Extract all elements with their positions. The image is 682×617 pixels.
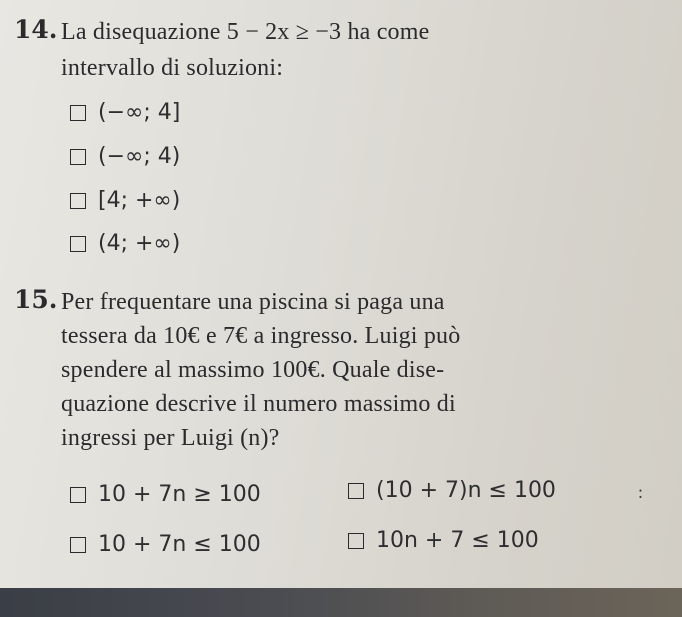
checkbox[interactable] bbox=[70, 105, 86, 121]
question-number: 14. bbox=[14, 15, 58, 44]
question-text-line: Per frequentare una piscina si paga una bbox=[61, 289, 445, 315]
answer-option[interactable] bbox=[70, 100, 180, 125]
option-label: 10n + 7 ≤ 100 bbox=[376, 528, 539, 553]
question-number: 15. bbox=[14, 285, 58, 314]
checkbox[interactable] bbox=[70, 236, 86, 252]
option-label: (−∞; 4] bbox=[98, 100, 181, 125]
answer-option[interactable] bbox=[348, 528, 539, 553]
checkbox[interactable] bbox=[348, 533, 364, 549]
option-label: 10 + 7n ≤ 100 bbox=[98, 532, 261, 557]
stray-mark: : bbox=[638, 482, 644, 502]
checkbox[interactable] bbox=[348, 483, 364, 499]
option-label: (4; +∞) bbox=[98, 231, 181, 256]
option-label: (10 + 7)n ≤ 100 bbox=[376, 478, 556, 503]
checkbox[interactable] bbox=[70, 537, 86, 553]
checkbox[interactable] bbox=[70, 149, 86, 165]
answer-option[interactable] bbox=[70, 231, 180, 256]
question-15 bbox=[14, 284, 594, 574]
answer-option[interactable] bbox=[348, 478, 556, 503]
answer-option[interactable] bbox=[70, 482, 261, 507]
question-text-line: intervallo di soluzioni: bbox=[61, 55, 284, 81]
background-surface bbox=[0, 588, 682, 617]
question-14 bbox=[14, 14, 574, 274]
option-label: [4; +∞) bbox=[98, 188, 181, 213]
option-label: 10 + 7n ≥ 100 bbox=[98, 482, 261, 507]
answer-option[interactable] bbox=[70, 532, 261, 557]
question-text-line: quazione descrive il numero massimo di bbox=[61, 391, 456, 417]
answer-option[interactable] bbox=[70, 144, 180, 169]
question-text-line: ingressi per Luigi (n)? bbox=[61, 425, 280, 451]
question-text-line: La disequazione 5 − 2x ≥ −3 ha come bbox=[61, 19, 430, 45]
option-label: (−∞; 4) bbox=[98, 144, 181, 169]
checkbox[interactable] bbox=[70, 487, 86, 503]
checkbox[interactable] bbox=[70, 193, 86, 209]
question-text-line: tessera da 10€ e 7€ a ingresso. Luigi può bbox=[61, 323, 461, 349]
question-text-line: spendere al massimo 100€. Quale dise- bbox=[61, 357, 445, 383]
answer-option[interactable] bbox=[70, 188, 180, 213]
